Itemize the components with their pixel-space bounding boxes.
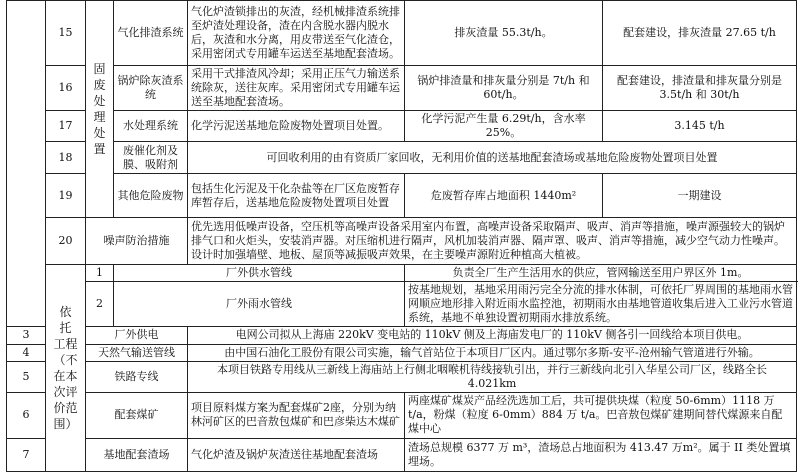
row-number: 5	[7, 361, 46, 392]
item-amount: 排灰渣量 55.3t/h。	[405, 1, 603, 66]
item-remark: 配套建设，排渣量和排灰量分别是 3.5t/h 和 30t/h	[603, 65, 797, 110]
group-label-supporting-works: 依 托 工程 （不 在本 次评 价范 围）	[46, 264, 86, 471]
item-amount: 危废暂存库占地面积 1440m²	[405, 173, 603, 217]
item-name: 铁路专线	[86, 361, 188, 392]
table-row	[7, 173, 797, 217]
row-number: 4	[7, 344, 46, 361]
item-description: 化学污泥送基地危险废物处置项目处置。	[188, 111, 405, 142]
item-remark: 一期建设	[603, 173, 797, 217]
item-name: 厂外供水管线	[114, 264, 405, 281]
item-name: 废催化剂及膜、吸附剂	[114, 142, 188, 173]
table-row	[7, 361, 797, 392]
item-name: 天然气输送管线	[86, 344, 188, 361]
document-table	[6, 0, 797, 472]
item-description: 气化炉渣及锅炉灰渣送往基地配套渣场	[188, 438, 405, 471]
item-name: 噪声防治措施	[86, 218, 188, 264]
item-amount: 渣场总规模 6377 万 m³，渣场总占地面积为 413.47 万m²。属于 II 类处置填埋场。	[405, 438, 797, 471]
row-number: 15	[46, 1, 86, 66]
row-number: 2	[86, 281, 114, 326]
row-number: 3	[7, 327, 46, 344]
item-name: 厂外供电	[86, 327, 188, 344]
table-row	[7, 438, 797, 471]
group-label-solid-waste: 固 废 处 理 处 置	[86, 1, 114, 218]
item-description: 采用干式排渣风冷却；采用正压气力输送系统除灰，送往灰库。采用密闭式专用罐车运送至基地配套渣场。	[188, 65, 405, 110]
item-name: 基地配套渣场	[86, 438, 188, 471]
table-row	[7, 65, 797, 110]
table-row	[7, 393, 797, 438]
item-amount: 两座煤矿煤炭产品经洗选加工后，共可提供块煤（粒度 50-6mm）1118 万t/a，粉煤（粒度 6-0mm）884 万 t/a。巴音敖包煤矿建期间替代煤源来自配煤中心	[405, 393, 797, 438]
item-name: 厂外雨水管线	[114, 281, 405, 326]
item-merged-text: 按基地规划，基地采用雨污完全分流的排水体制，可依托厂界周围的基地雨水管网顺应地形排入附近雨水监控池，初期雨水由基地管道收集后进入工业污水管道系统，基地不单独设置初期雨水排放系统。	[405, 281, 797, 326]
table-row	[7, 281, 797, 326]
left-blank-cell	[7, 1, 46, 327]
table-row	[7, 111, 797, 142]
item-name: 其他危险废物	[114, 173, 188, 217]
table-row	[7, 1, 797, 66]
row-number: 1	[86, 264, 114, 281]
row-number: 7	[7, 438, 46, 471]
item-remark: 配套建设，排灰渣量 27.65 t/h	[603, 1, 797, 66]
row-number: 19	[46, 173, 86, 217]
table-row	[7, 264, 797, 281]
row-number: 20	[46, 218, 86, 264]
item-remark: 3.145 t/h	[603, 111, 797, 142]
item-amount: 锅炉排渣量和排灰量分别是 7t/h 和 60t/h。	[405, 65, 603, 110]
item-merged-text: 优先选用低噪声设备，空压机等高噪声设备采用室内布置，高噪声设备采取隔声、吸声、消声等措施，噪声源强较大的锅炉排气口和火炬头，安装消声器。对压缩机进行隔声，风机加装消声器、隔声罩、吸声、消声等措施，减少空气动力性噪声。设计时加强墙壁、地板、屋顶等减振吸声效果，在主要噪声源附近种植高大植被。	[188, 218, 797, 264]
row-number: 16	[46, 65, 86, 110]
row-number: 18	[46, 142, 86, 173]
item-merged-text: 可回收利用的由有资质厂家回收，无利用价值的送基地配套渣场或基地危险废物处置项目处置	[188, 142, 797, 173]
item-merged-text: 电网公司拟从上海庙 220kV 变电站的 110kV 侧及上海庙发电厂的 110kV 侧各引一回线给本项目供电。	[188, 327, 797, 344]
row-number: 6	[7, 393, 46, 438]
table-row	[7, 327, 797, 344]
item-merged-text: 本项目铁路专用线从三新线上海庙站上行侧北咽喉机待线接轨引出，并行三新线向北引入华星公司厂区，线路全长 4.021km	[188, 361, 797, 392]
item-description: 项目原料煤方案为配套煤矿2座，分别为纳林河矿区的巴音敖包煤矿和巴彦柴达木煤矿	[188, 393, 405, 438]
table-row	[7, 142, 797, 173]
item-amount: 化学污泥产生量 6.29t/h，含水率 25%。	[405, 111, 603, 142]
item-merged-text: 负责全厂生产生活用水的供应，管网输送至用户界区外 1m。	[405, 264, 797, 281]
item-name: 水处理系统	[114, 111, 188, 142]
item-name: 配套煤矿	[86, 393, 188, 438]
table-row	[7, 218, 797, 264]
item-description: 包括生化污泥及干化杂盐等在厂区危废暂存库暂存后，送基地危险废物处置项目处置	[188, 173, 405, 217]
table-row	[7, 344, 797, 361]
item-merged-text: 由中国石油化工股份有限公司实施，输气首站位于本项目厂区内。通过鄂尔多斯-安平-沧州输气管道进行外输。	[188, 344, 797, 361]
row-number: 17	[46, 111, 86, 142]
item-name: 锅炉除灰渣系统	[114, 65, 188, 110]
item-name: 气化排渣系统	[114, 1, 188, 66]
item-description: 气化炉渣锁排出的灰渣，经机械排渣系统排至炉渣处理设备，渣在内含脱水器内脱水后，灰渣和水分离，用皮带送至气化渣仓，采用密闭式专用罐车运送至基地配套渣场。	[188, 1, 405, 66]
